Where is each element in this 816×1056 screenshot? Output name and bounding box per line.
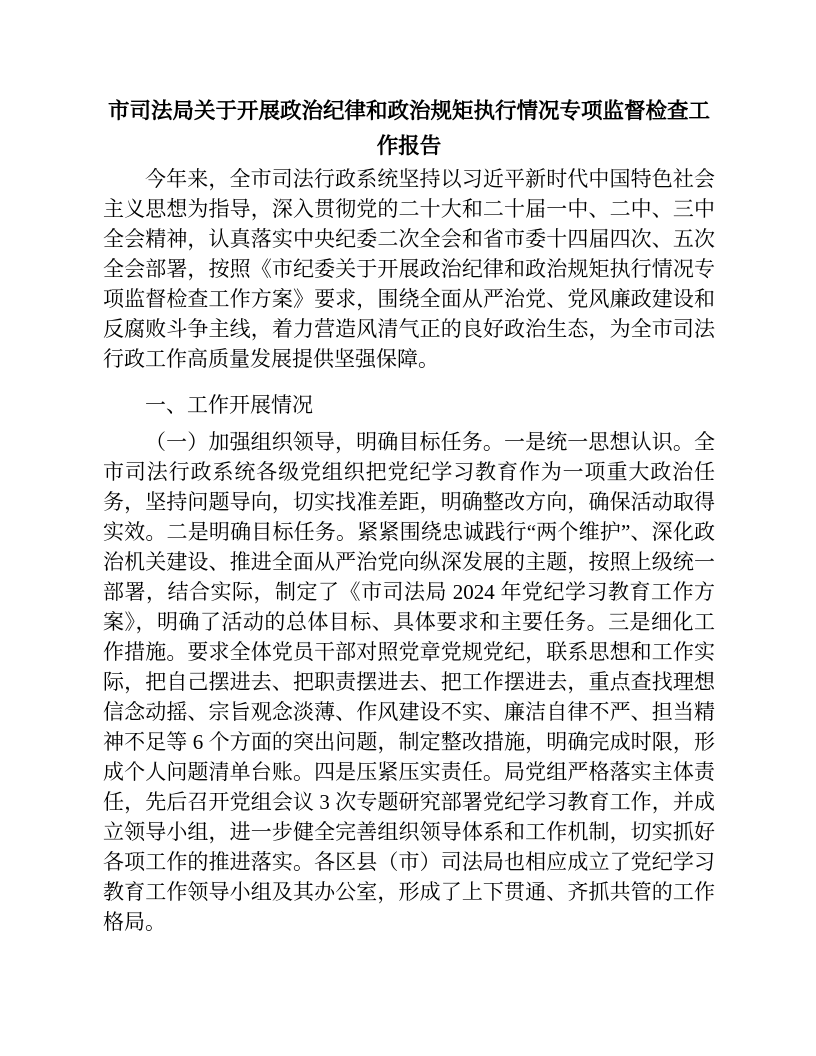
- section-paragraph-organizational-leadership: （一）加强组织领导，明确目标任务。一是统一思想认识。全市司法行政系统各级党组织把党纪学习教育作为一项重大政治任务，坚持问题导向，切实找准差距，明确整改方向，确保活动取得实效。二是明确目标任务。紧紧围绕忠诚践行“两个维护”、深化政治机关建设、推进全面从严治党向纵深发展的主题，按照上级统一部署，结合实际，制定了《市司法局 2024 年党纪学习教育工作方案》，明确了活动的总体目标、具体要求和主要任务。三是细化工作措施。要求全体党员干部对照党章党规党纪，联系思想和工作实际，把自己摆进去、把职责摆进去、把工作摆进去，重点查找理想信念动摇、宗旨观念淡薄、作风建设不实、廉洁自律不严、担当精神不足等 6 个方面的突出问题，制定整改措施，明确完成时限，形成个人问题清单台账。四是压紧压实责任。局党组严格落实主体责任，先后召开党组会议 3 次专题研究部署党纪学习教育工作，并成立领导小组，进一步健全完善组织领导体系和工作机制，切实抓好各项工作的推进落实。各区县（市）司法局也相应成立了党纪学习教育工作领导小组及其办公室，形成了上下贯通、齐抓共管的工作格局。: [103, 430, 715, 934]
- section-heading-work-progress: 一、工作开展情况: [145, 393, 313, 417]
- document-title: 市司法局关于开展政治纪律和政治规矩执行情况专项监督检查工作报告: [107, 99, 710, 158]
- intro-paragraph: 今年来，全市司法行政系统坚持以习近平新时代中国特色社会主义思想为指导，深入贯彻党的二十大和二十届一中、二中、三中全会精神，认真落实中央纪委二次全会和省市委十四届四次、五次全会部署，按照《市纪委关于开展政治纪律和政治规矩执行情况专项监督检查工作方案》要求，围绕全面从严治党、党风廉政建设和反腐败斗争主线，着力营造风清气正的良好政治生态，为全市司法行政工作高质量发展提供坚强保障。: [103, 167, 715, 371]
